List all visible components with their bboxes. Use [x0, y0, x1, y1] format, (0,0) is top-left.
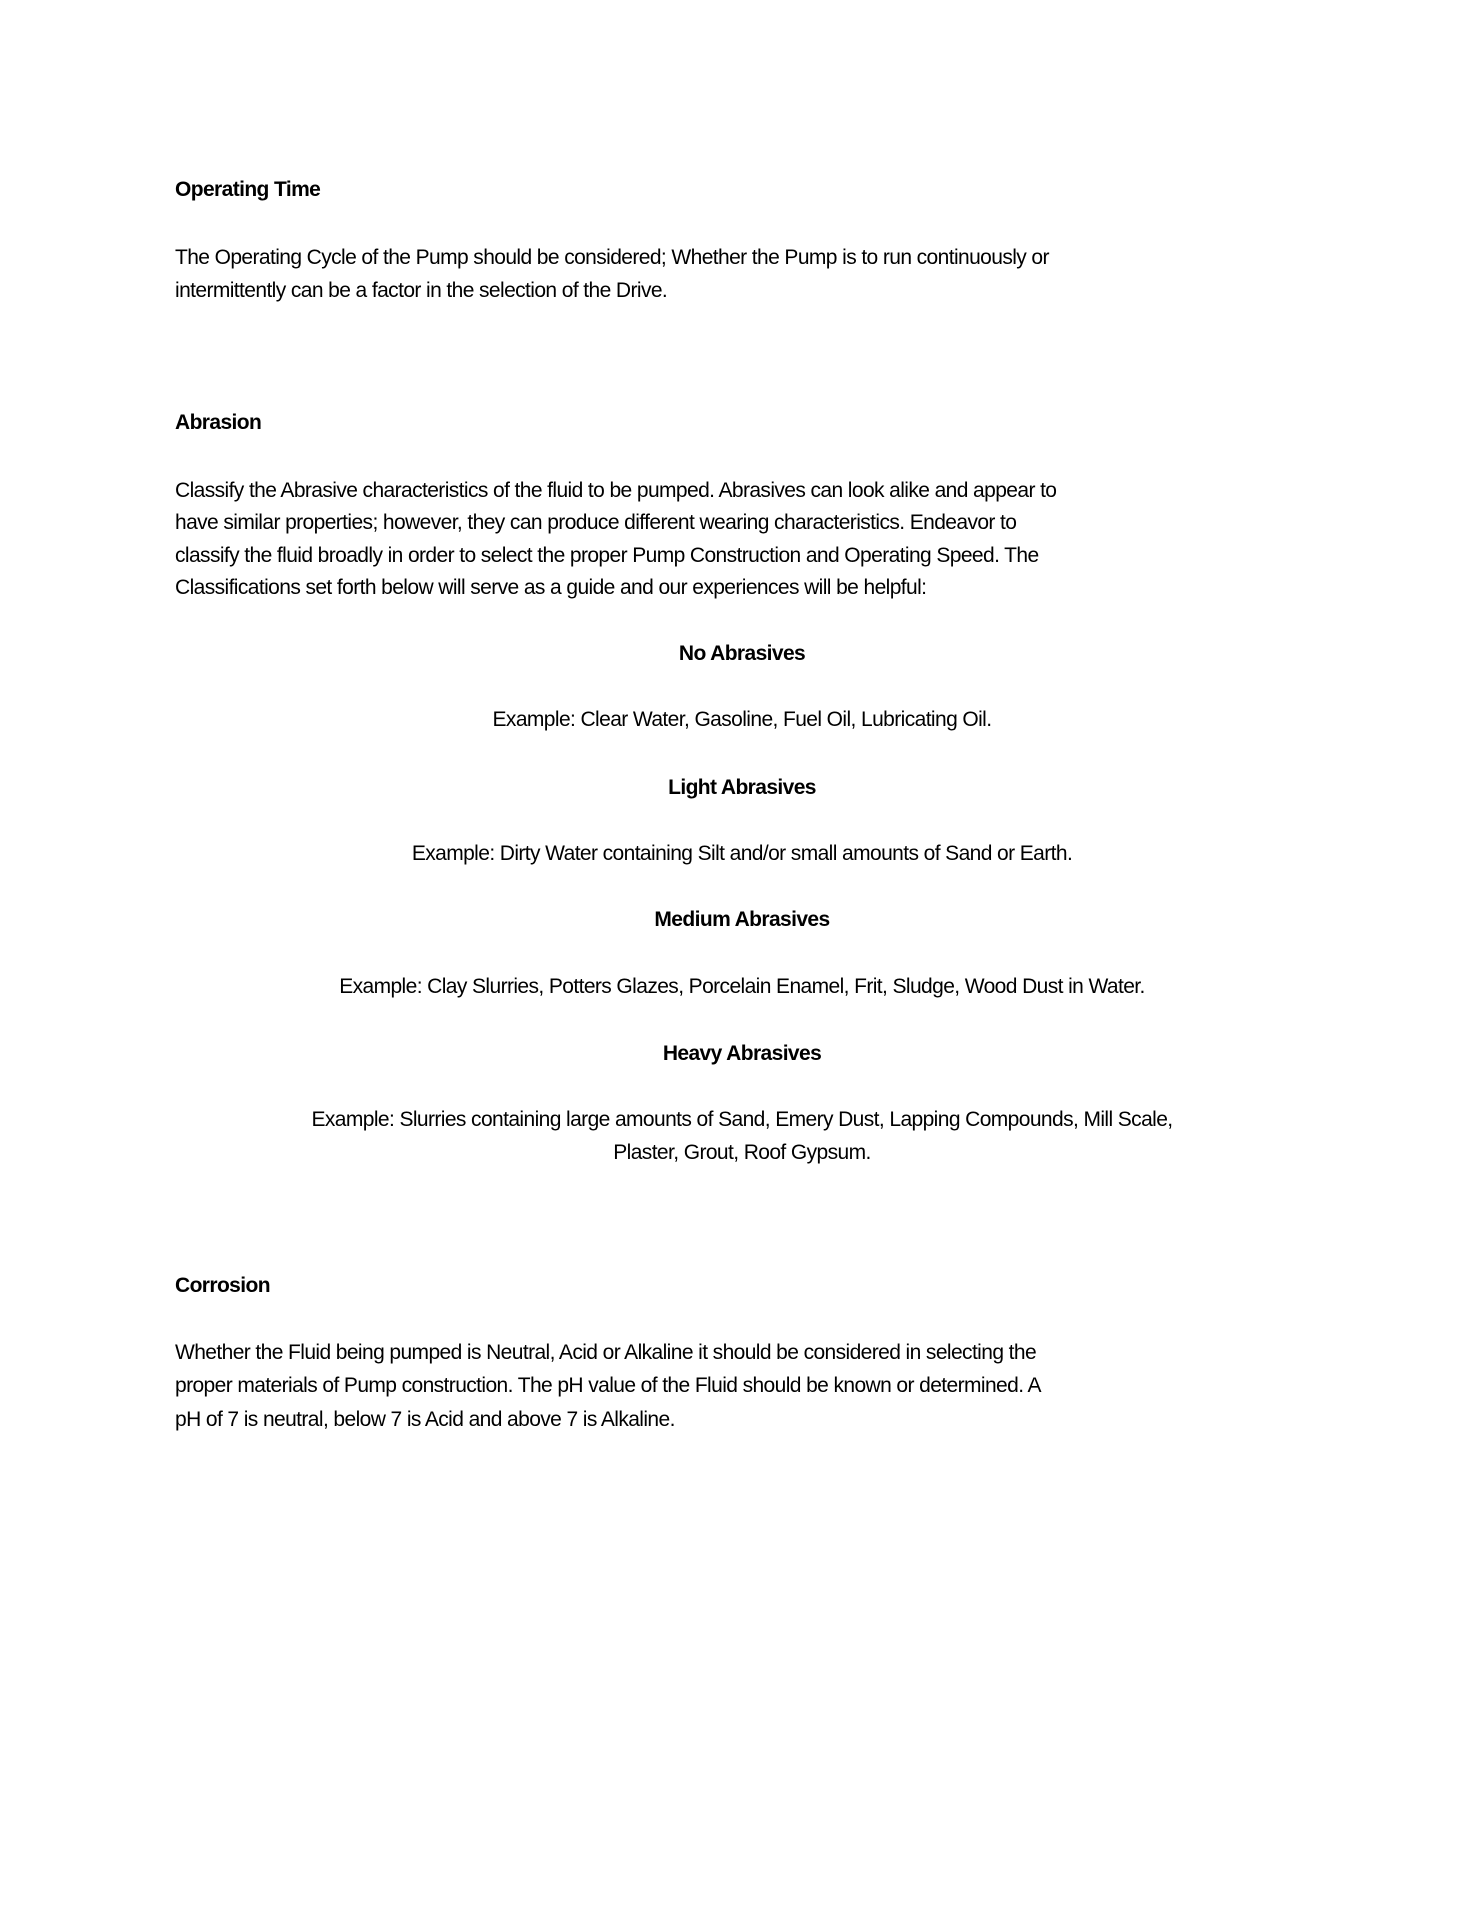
- class-example: Example: Dirty Water containing Silt and/or small amounts of Sand or Earth.: [411, 842, 1073, 865]
- class-example: Example: Slurries containing large amounts of Sand, Emery Dust, Lapping Compounds, Mill Scale,: [311, 1108, 1173, 1131]
- paragraph-line: classify the fluid broadly in order to select the proper Pump Construction and Operating Speed. The: [175, 544, 1039, 567]
- heading-corrosion: Corrosion: [175, 1274, 270, 1297]
- class-title-no-abrasives: No Abrasives: [678, 642, 806, 665]
- paragraph-line: Classifications set forth below will serve as a guide and our experiences will be helpful:: [175, 576, 927, 599]
- class-example: Example: Clear Water, Gasoline, Fuel Oil, Lubricating Oil.: [492, 708, 992, 731]
- class-title-light-abrasives: Light Abrasives: [668, 776, 816, 799]
- paragraph-line: intermittently can be a factor in the selection of the Drive.: [175, 279, 668, 302]
- class-title-medium-abrasives: Medium Abrasives: [654, 908, 830, 931]
- heading-abrasion: Abrasion: [175, 411, 262, 434]
- class-title-heavy-abrasives: Heavy Abrasives: [662, 1042, 822, 1065]
- paragraph-line: The Operating Cycle of the Pump should be considered; Whether the Pump is to run continuously or: [175, 246, 1049, 269]
- paragraph-line: Whether the Fluid being pumped is Neutral, Acid or Alkaline it should be considered in selecting the: [175, 1341, 1037, 1364]
- paragraph-line: proper materials of Pump construction. The pH value of the Fluid should be known or determined. A: [175, 1374, 1041, 1397]
- paragraph-line: have similar properties; however, they can produce different wearing characteristics. Endeavor to: [175, 511, 1017, 534]
- class-example: Example: Clay Slurries, Potters Glazes, Porcelain Enamel, Frit, Sludge, Wood Dust in Water.: [339, 975, 1145, 998]
- paragraph-line: Classify the Abrasive characteristics of the fluid to be pumped. Abrasives can look alike and appear to: [175, 479, 1057, 502]
- heading-operating-time: Operating Time: [175, 178, 321, 201]
- class-example: Plaster, Grout, Roof Gypsum.: [613, 1141, 871, 1164]
- paragraph-line: pH of 7 is neutral, below 7 is Acid and above 7 is Alkaline.: [175, 1408, 675, 1431]
